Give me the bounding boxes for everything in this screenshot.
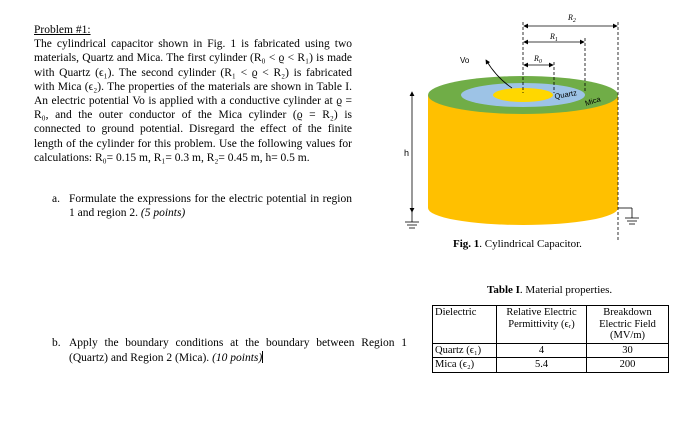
problem-block	[34, 23, 352, 165]
cell-breakdown: 200	[587, 358, 669, 373]
r0-label: $R_0$	[534, 54, 542, 65]
cell-breakdown: 30	[587, 343, 669, 358]
part-b-text	[52, 337, 407, 365]
text-cursor	[262, 351, 263, 363]
material-table	[432, 305, 669, 373]
problem-title: Problem #1:	[34, 24, 91, 36]
part-a-label: a.	[52, 193, 60, 205]
figure-caption: Fig. 1. Cylindrical Capacitor.	[453, 238, 582, 250]
part-a-points: (5 points)	[140, 206, 186, 219]
table-header-row	[433, 306, 669, 344]
part-b	[52, 337, 407, 365]
header-breakdown: Breakdown Electric Field (MV/m)	[587, 306, 669, 344]
capacitor-figure	[400, 0, 690, 260]
cell-permittivity: 4	[497, 343, 587, 358]
header-permittivity: Relative Electric Permittivity (ϵᵣ)	[497, 306, 587, 344]
ground-symbol-right	[618, 208, 639, 224]
part-b-question: Apply the boundary conditions at the boundary between Region 1 (Quartz) and Region 2 (Mica).	[69, 337, 407, 364]
r1-label: $R_1$	[550, 32, 558, 43]
part-a	[52, 193, 352, 220]
problem-paragraph: The cylindrical capacitor shown in Fig. 1 is fabricated using two materials, Quartz and Mica. The first cylinder (R₀ < ϱ < R₁) is made with Quartz (ϵ₁). The second cylinder (R₁ < ϱ < R₂) is fabricated with Mica (ϵ₂). The properties of the materials are shown in Table I. An electric potential Vo is applied with a conductive cylinder at ϱ = R₀, and the outer conductor of the Mica cylinder (ϱ = R₂) is connected to ground potential. Disregard the effect of the finite length of the cylinder for this problem. Use the following values for calculations: R₀= 0.15 m, R₁= 0.3 m, R₂= 0.45 m, h= 0.5 m.	[34, 38, 352, 164]
header-dielectric: Dielectric	[433, 306, 497, 344]
ground-symbol-left	[405, 210, 419, 228]
r2-label: $R_2$	[568, 13, 576, 24]
mica-cylinder-body	[428, 95, 618, 225]
part-a-question: Formulate the expressions for the electric potential in region 1 and region 2.	[69, 193, 352, 219]
part-b-label: b.	[52, 337, 61, 349]
h-label: h	[404, 148, 410, 158]
table-row	[433, 343, 669, 358]
core-top-face	[493, 88, 553, 102]
part-a-text	[52, 193, 352, 220]
vo-label: Vo	[460, 56, 470, 65]
table-caption: Table I. Material properties.	[487, 284, 613, 296]
cell-dielectric: Mica (ϵ₂)	[433, 358, 497, 373]
cell-dielectric: Quartz (ϵ₁)	[433, 343, 497, 358]
mica-label: Mica	[583, 94, 602, 108]
part-b-points: (10 points)	[212, 351, 263, 364]
table-row	[433, 358, 669, 373]
cell-permittivity: 5.4	[497, 358, 587, 373]
quartz-label: Quartz	[553, 88, 578, 101]
